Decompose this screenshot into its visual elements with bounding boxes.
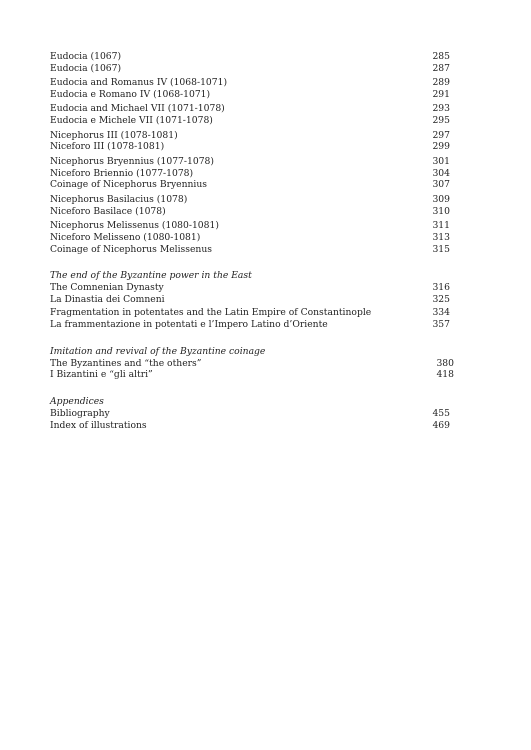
toc-group-nicephorus-iii xyxy=(50,130,450,154)
toc-entry-page: 418 xyxy=(436,369,454,381)
toc-group-eudocia-michael xyxy=(50,103,450,127)
section-heading: Imitation and revival of the Byzantine coinage xyxy=(50,345,266,357)
section-heading: Appendices xyxy=(50,396,104,408)
toc-entry-title: The Byzantines and “the others” xyxy=(50,357,202,369)
toc-entry-title: La Dinastia dei Comneni xyxy=(50,293,165,305)
toc-group-eudocia-romanus xyxy=(50,77,450,101)
toc-section-imitation-revival xyxy=(50,345,454,381)
toc-entry-title: Niceforo III (1078-1081) xyxy=(50,141,165,153)
toc-group-eudocia xyxy=(50,51,450,75)
toc-group-fragmentation xyxy=(50,307,450,331)
toc-entry-title: Niceforo Briennio (1077-1078) xyxy=(50,167,194,179)
toc-entry-page: 293 xyxy=(432,103,450,115)
toc-group-nicephorus-melissenus xyxy=(50,220,450,255)
toc-entry-page: 304 xyxy=(432,167,450,179)
toc-entry-title: Eudocia e Romano IV (1068-1071) xyxy=(50,88,211,100)
toc-entry-page: 291 xyxy=(432,88,450,100)
toc-entry-title: Coinage of Nicephorus Bryennius xyxy=(50,179,207,191)
toc-entry[interactable] xyxy=(50,103,450,115)
toc-entry-title: Index of illustrations xyxy=(50,419,147,431)
toc-entry-title: Eudocia (1067) xyxy=(50,51,122,62)
toc-entry[interactable] xyxy=(50,168,450,180)
toc-entry-title: Niceforo Melisseno (1080-1081) xyxy=(50,231,201,243)
toc-entry[interactable] xyxy=(50,244,450,256)
toc-entry-title: Nicephorus III (1078-1081) xyxy=(50,129,178,141)
toc-entry-page: 285 xyxy=(432,51,450,62)
toc-entry[interactable] xyxy=(50,89,450,101)
toc-entry[interactable] xyxy=(50,319,450,331)
toc-entry[interactable] xyxy=(50,63,450,75)
toc-entry-page: 301 xyxy=(432,155,450,167)
toc-entry[interactable] xyxy=(50,179,450,191)
toc-section-byzantine-east xyxy=(50,270,450,331)
toc-entry[interactable] xyxy=(50,206,450,218)
toc-entry[interactable] xyxy=(50,51,450,63)
toc-entry-title: Coinage of Nicephorus Melissenus xyxy=(50,243,212,255)
toc-entry-title: Bibliography xyxy=(50,408,110,420)
toc-entry-title: Eudocia (1067) xyxy=(50,62,122,74)
toc-entry-page: 287 xyxy=(432,62,450,74)
toc-entry-page: 315 xyxy=(432,243,450,255)
toc-entry-page: 309 xyxy=(432,193,450,205)
toc-entry-page: 455 xyxy=(432,408,450,420)
toc-entry-title: Eudocia and Michael VII (1071-1078) xyxy=(50,103,225,115)
toc-entry-page: 297 xyxy=(432,129,450,141)
toc-entry[interactable] xyxy=(50,420,450,432)
toc-group-nicephorus-basilacius xyxy=(50,194,450,218)
toc-entry[interactable] xyxy=(50,232,450,244)
toc-entry[interactable] xyxy=(50,220,450,232)
toc-entry-page: 313 xyxy=(432,231,450,243)
toc-entry-page: 357 xyxy=(432,319,450,331)
toc-group-comnenian xyxy=(50,282,450,306)
toc-group-byzantines-others xyxy=(50,357,454,382)
toc-entry[interactable] xyxy=(50,115,450,127)
toc-entry[interactable] xyxy=(50,357,454,370)
toc-entry-page: 299 xyxy=(432,141,450,153)
toc-entry-page: 316 xyxy=(432,282,450,294)
toc-entry-page: 469 xyxy=(432,419,450,431)
section-heading: The end of the Byzantine power in the East xyxy=(50,270,252,282)
toc-entry-title: Niceforo Basilace (1078) xyxy=(50,205,166,217)
toc-entry[interactable] xyxy=(50,141,450,153)
toc-entry-title: Nicephorus Melissenus (1080-1081) xyxy=(50,219,219,231)
toc-entry-page: 380 xyxy=(436,357,454,369)
toc-entry[interactable] xyxy=(50,282,450,294)
toc-entry-page: 307 xyxy=(432,179,450,191)
toc-entry-title: Nicephorus Bryennius (1077-1078) xyxy=(50,155,214,167)
toc-entry[interactable] xyxy=(50,369,454,381)
toc-entry-title: Fragmentation in potentates and the Latin Empire of Constantinople xyxy=(50,307,372,319)
toc-entry-title: I Bizantini e “gli altri” xyxy=(50,369,153,381)
toc-entry[interactable] xyxy=(50,307,450,319)
toc-entry-title: Nicephorus Basilacius (1078) xyxy=(50,193,188,205)
toc-entry-title: La frammentazione in potentati e l’Impero Latino d’Oriente xyxy=(50,319,328,331)
toc-entry-page: 325 xyxy=(432,293,450,305)
toc-group-appendices xyxy=(50,408,450,432)
toc-entry-page: 311 xyxy=(432,219,450,231)
toc-section-appendices xyxy=(50,396,450,431)
toc-entry-title: Eudocia and Romanus IV (1068-1071) xyxy=(50,77,228,89)
toc-group-nicephorus-bryennius xyxy=(50,156,450,191)
toc-entry-page: 310 xyxy=(432,205,450,217)
toc-entry[interactable] xyxy=(50,130,450,142)
toc-entry-page: 289 xyxy=(432,77,450,89)
toc-entry-page: 334 xyxy=(432,307,450,319)
table-of-contents xyxy=(50,51,454,433)
toc-entry-title: Eudocia e Michele VII (1071-1078) xyxy=(50,115,213,127)
toc-entry[interactable] xyxy=(50,408,450,420)
toc-entry-title: The Comnenian Dynasty xyxy=(50,282,164,294)
toc-entry[interactable] xyxy=(50,194,450,206)
toc-entry[interactable] xyxy=(50,77,450,89)
toc-entry[interactable] xyxy=(50,294,450,306)
toc-entry-page: 295 xyxy=(432,115,450,127)
toc-entry[interactable] xyxy=(50,156,450,168)
